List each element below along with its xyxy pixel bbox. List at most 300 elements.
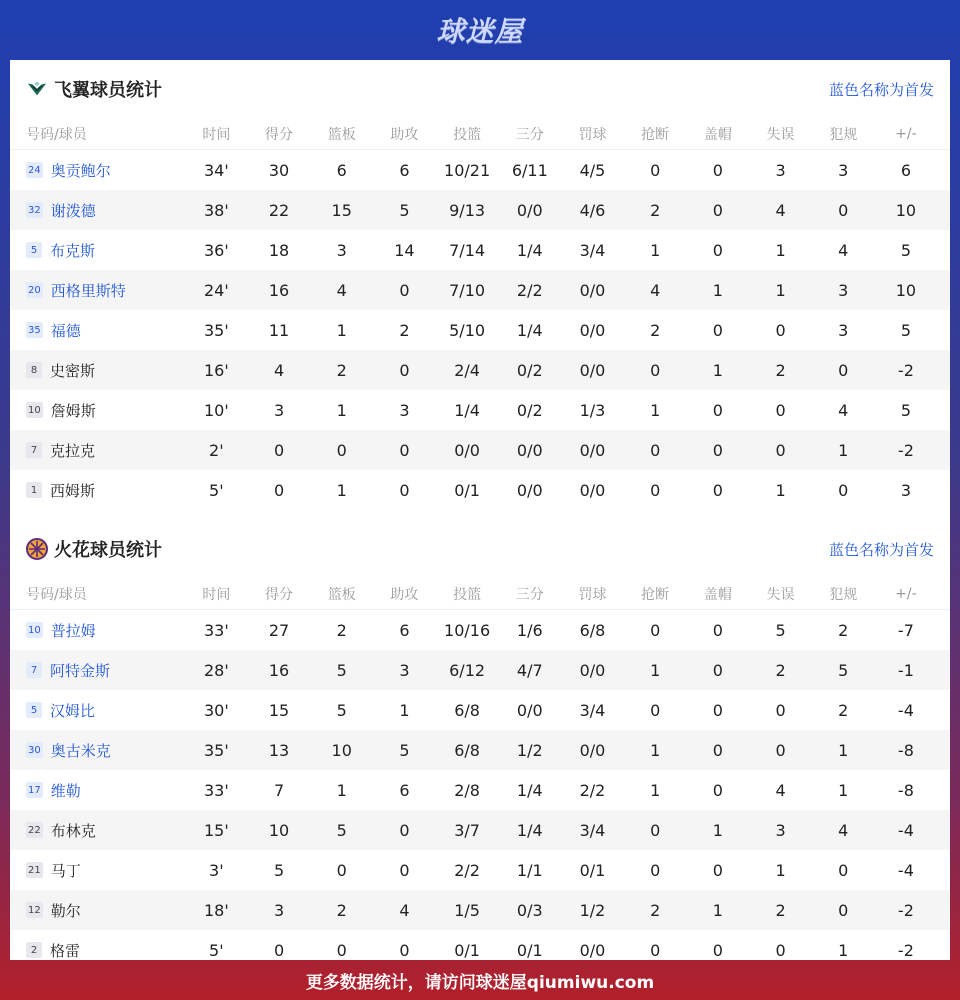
table-row[interactable] [10,610,950,650]
stat-cell: 1/4 [516,320,543,340]
footer-banner[interactable]: 更多数据统计，请访问球迷屋qiumiwu.com [305,972,655,993]
jersey-number-badge: 21 [26,862,43,878]
player-cell [10,280,185,301]
player-cell [10,360,185,381]
stat-cell: 35' [203,740,229,760]
stat-cell: 1 [838,940,849,960]
stat-cell: 33' [203,620,229,640]
section-title [26,76,162,102]
stat-cell: 6/8 [454,740,480,760]
jersey-number-badge: 17 [26,782,43,798]
jersey-number-badge: 5 [26,242,42,258]
stat-cell: 0 [399,820,410,840]
section-header [10,520,950,578]
player-cell [10,660,185,681]
stat-cell: 4 [775,780,786,800]
stat-cell: 0 [650,860,661,880]
stat-cell: 0/0 [579,280,606,300]
player-name-link[interactable]: 福德 [50,321,81,340]
stat-cell: 0 [775,700,786,720]
stat-cell: -2 [897,940,914,960]
stat-cell: 0 [712,400,723,420]
stat-cell: 3/4 [579,240,606,260]
stat-cell: 4 [336,280,347,300]
team-section [10,520,950,970]
table-row[interactable] [10,650,950,690]
column-header[interactable]: 三分 [515,126,544,143]
column-header[interactable]: 三分 [515,586,544,603]
jersey-number-badge: 8 [26,362,42,378]
stat-cell: 0 [273,440,285,460]
stat-cell: 1 [336,780,347,800]
stat-cell: 3 [838,160,849,180]
stat-cell: 0/1 [454,480,480,500]
table-row[interactable] [10,850,950,890]
stat-cell: 5' [209,480,224,500]
stat-cell: 15 [268,700,290,720]
stat-cell: 3 [399,400,410,420]
stat-cell: 2 [650,320,661,340]
player-name-link[interactable]: 维勒 [50,781,81,800]
stat-cell: 1 [712,900,723,920]
column-header[interactable]: 罚球 [578,586,607,603]
table-row[interactable] [10,150,950,190]
stats-panel [10,60,950,960]
stat-cell: 3 [399,660,410,680]
player-cell [10,240,185,261]
player-cell [10,740,185,761]
stat-cell: 3 [775,820,786,840]
stat-cell: 3' [209,860,224,880]
table-row[interactable] [10,270,950,310]
column-header[interactable]: 失误 [766,126,795,143]
stat-cell: 0 [712,440,723,460]
stat-cell: 0 [712,860,723,880]
stat-cell: 3 [273,400,285,420]
jersey-number-badge: 5 [26,702,42,718]
stat-cell: 4/5 [579,160,606,180]
stat-cell: 6/8 [454,700,480,720]
player-cell [10,620,185,641]
column-header[interactable]: 得分 [265,126,294,143]
stat-cell: 2' [209,440,224,460]
stat-cell: 1 [650,400,661,420]
player-cell [10,900,185,921]
player-name-link[interactable]: 谢泼德 [50,201,96,220]
stat-cell: 3 [900,480,911,500]
team-stats-title: 飞翼球员统计 [54,80,162,101]
stat-cell: 1 [650,660,661,680]
stat-cell: 34' [203,160,229,180]
stat-cell: 1/2 [516,740,543,760]
wings-logo-icon [26,78,48,100]
stat-cell: 2 [650,900,661,920]
stat-cell: 6 [336,160,347,180]
stat-cell: 2/8 [454,780,480,800]
player-name-link[interactable]: 马丁 [50,861,81,880]
stat-cell: 4 [399,900,410,920]
stat-cell: 1/3 [579,400,606,420]
stat-cell: 5 [399,200,410,220]
stat-cell: 33' [203,780,229,800]
stat-cell: 9/13 [449,200,486,220]
starter-note: 蓝色名称为首发 [828,80,934,99]
stat-cell: 18' [203,900,229,920]
stat-cell: 1/4 [516,820,543,840]
player-name-link[interactable]: 勒尔 [50,901,81,920]
column-header[interactable]: 得分 [265,586,294,603]
stat-cell: 1 [399,700,410,720]
stat-cell: 0/0 [579,320,606,340]
table-row[interactable] [10,390,950,430]
stat-cell: 0 [336,440,347,460]
stat-cell: -8 [897,740,914,760]
table-row[interactable] [10,810,950,850]
player-name-link[interactable]: 奥贡鲍尔 [50,161,111,180]
stat-cell: 2 [336,620,347,640]
jersey-number-badge: 10 [26,402,43,418]
stat-cell: 3 [273,900,285,920]
jersey-number-badge: 30 [26,742,43,758]
stat-cell: 2/2 [454,860,480,880]
stat-cell: 3/7 [454,820,480,840]
stat-cell: 1 [775,280,786,300]
stat-cell: 1 [712,360,723,380]
stat-cell: 0 [399,480,410,500]
stat-cell: 1 [712,280,723,300]
stat-cell: 16 [268,280,290,300]
stat-cell: 1 [838,740,849,760]
player-name-link[interactable]: 汉姆比 [50,701,96,720]
stat-cell: -2 [897,360,914,380]
column-header[interactable]: 投篮 [453,586,482,603]
stat-cell: 0 [650,480,661,500]
player-name-link[interactable]: 格雷 [50,941,81,960]
table-row[interactable] [10,730,950,770]
jersey-number-badge: 1 [26,482,42,498]
stat-cell: 0 [775,940,786,960]
stat-cell: 0 [775,740,786,760]
stat-cell: 3 [838,320,849,340]
stat-cell: 7 [273,780,285,800]
stat-cell: -8 [897,780,914,800]
stat-cell: 0 [712,740,723,760]
column-header[interactable]: 盖帽 [703,586,732,603]
stat-cell: 0 [650,940,661,960]
stat-cell: 0 [775,400,786,420]
player-cell [10,700,185,721]
column-header[interactable]: 投篮 [453,126,482,143]
stat-cell: 2 [775,360,786,380]
stat-cell: 1 [650,740,661,760]
stat-cell: -1 [897,660,914,680]
stat-cell: 0 [712,200,723,220]
stat-cell: 0 [336,940,347,960]
stat-cell: 5 [838,660,849,680]
column-header[interactable]: 犯规 [829,586,858,603]
stat-cell: 0 [712,780,723,800]
stat-cell: 1/1 [516,860,543,880]
stat-cell: 0 [399,940,410,960]
stat-cell: 1 [336,320,347,340]
stat-cell: 1/6 [516,620,543,640]
stat-cell: 0 [775,320,786,340]
stat-cell: 0/1 [516,940,543,960]
jersey-number-badge: 20 [26,282,43,298]
column-header[interactable]: 时间 [202,126,231,143]
player-cell [10,440,185,461]
column-header[interactable]: 助攻 [390,126,419,143]
stat-cell: 16' [203,360,229,380]
stat-cell: 1/4 [516,780,543,800]
stat-cell: 2/2 [579,780,606,800]
stat-cell: 0 [650,700,661,720]
stat-cell: 5 [775,620,786,640]
player-cell [10,780,185,801]
stat-cell: 5 [900,400,911,420]
player-cell [10,400,185,421]
stat-cell: 6 [399,780,410,800]
stat-cell: 0/0 [516,200,543,220]
jersey-number-badge: 2 [26,942,42,958]
jersey-number-badge: 24 [26,162,43,178]
column-header[interactable]: +/- [895,125,917,142]
stat-cell: 0 [838,480,849,500]
player-cell [10,820,185,841]
section-header [10,60,950,118]
table-row[interactable] [10,890,950,930]
stat-cell: 2 [775,660,786,680]
stat-cell: 7/10 [449,280,486,300]
column-header[interactable]: 篮板 [327,126,356,143]
stat-cell: 24' [203,280,229,300]
jersey-number-badge: 7 [26,442,42,458]
jersey-number-badge: 32 [26,202,43,218]
stat-cell: 0 [712,480,723,500]
stat-cell: 10/21 [444,160,491,180]
section-divider [10,510,950,520]
stat-cell: -4 [897,860,914,880]
stat-cell: 14 [394,240,415,260]
stat-cell: 38' [203,200,229,220]
player-cell [10,160,185,181]
stat-cell: 10 [331,740,352,760]
stat-cell: 2 [650,200,661,220]
stat-cell: 4 [838,820,849,840]
column-header[interactable]: 号码/球员 [26,126,87,143]
section-title [26,536,162,562]
jersey-number-badge: 22 [26,822,43,838]
stat-cell: 4 [273,360,285,380]
stat-cell: 0/0 [579,480,606,500]
stat-cell: 6 [900,160,911,180]
stat-cell: 0 [650,820,661,840]
stat-cell: 30 [268,160,290,180]
stat-cell: 6/12 [449,660,486,680]
player-name-link[interactable]: 詹姆斯 [50,401,96,420]
stat-cell: 11 [268,320,290,340]
stat-cell: 0 [399,280,410,300]
table-row[interactable] [10,350,950,390]
stat-cell: 36' [203,240,229,260]
table-row[interactable] [10,190,950,230]
table-row[interactable] [10,230,950,270]
stat-cell: 1 [650,780,661,800]
stat-cell: 1 [775,860,786,880]
jersey-number-badge: 10 [26,622,43,638]
stat-cell: 0/0 [579,740,606,760]
player-name-link[interactable]: 奥古米克 [50,741,111,760]
stat-cell: 0 [650,160,661,180]
stat-cell: 0 [712,620,723,640]
column-header[interactable]: 助攻 [390,586,419,603]
stat-cell: 2 [838,620,849,640]
stat-cell: -2 [897,900,914,920]
column-header[interactable]: 罚球 [578,126,607,143]
stat-cell: 27 [268,620,290,640]
stat-cell: 3 [336,240,347,260]
stat-cell: 0/1 [579,860,606,880]
table-row[interactable] [10,310,950,350]
stat-cell: 0/2 [516,360,543,380]
stat-cell: 0/0 [579,440,606,460]
stat-cell: 1 [838,780,849,800]
stat-cell: 2/4 [454,360,480,380]
table-row[interactable] [10,770,950,810]
player-cell [10,320,185,341]
column-header[interactable]: 盖帽 [703,126,732,143]
stat-cell: 15 [331,200,352,220]
player-cell [10,200,185,221]
stat-cell: 0/1 [454,940,480,960]
player-name-link[interactable]: 布林克 [50,821,96,840]
stat-cell: 0 [399,360,410,380]
table-row[interactable] [10,470,950,510]
stat-cell: 5 [900,240,911,260]
stat-cell: 5 [900,320,911,340]
stat-cell: 5 [336,700,347,720]
player-cell [10,940,185,961]
stat-cell: 16 [268,660,290,680]
column-header[interactable]: 号码/球员 [26,586,87,603]
stat-cell: 0/0 [516,700,543,720]
stat-cell: 0 [399,860,410,880]
stat-cell: 0 [273,480,285,500]
stat-cell: -4 [897,700,914,720]
stat-cell: 10 [895,280,917,300]
team-section [10,60,950,510]
stat-cell: 6/8 [579,620,606,640]
stat-cell: 4 [775,200,786,220]
stat-cell: 30' [203,700,229,720]
stat-cell: 3/4 [579,820,606,840]
player-name-link[interactable]: 史密斯 [50,361,96,380]
stat-cell: 4/6 [579,200,606,220]
stat-cell: 5 [399,740,410,760]
stat-cell: 35' [203,320,229,340]
stat-cell: 28' [203,660,229,680]
stat-cell: 0 [336,860,347,880]
stat-cell: 0/0 [516,440,543,460]
stat-cell: 2 [838,700,849,720]
stat-cell: 1 [336,400,347,420]
stat-cell: 7/14 [449,240,486,260]
player-name-link[interactable]: 阿特金斯 [50,661,111,680]
column-header[interactable]: 抢断 [641,126,670,143]
table-row[interactable] [10,690,950,730]
stat-cell: -2 [897,440,914,460]
stat-cell: 1 [775,240,786,260]
stat-cell: 4 [650,280,661,300]
player-name-link[interactable]: 西姆斯 [50,481,96,500]
stat-cell: 0 [712,700,723,720]
stat-cell: 0/0 [579,360,606,380]
stat-cell: 4 [838,240,849,260]
player-name-link[interactable]: 克拉克 [50,441,96,460]
stat-cell: -7 [897,620,914,640]
stat-cell: 5 [336,820,347,840]
stat-cell: 3/4 [579,700,606,720]
stat-cell: 6 [399,620,410,640]
column-header[interactable]: 篮板 [327,586,356,603]
stat-cell: 22 [268,200,290,220]
stat-cell: 0 [712,320,723,340]
stat-cell: 0 [712,940,723,960]
stat-cell: 0 [399,440,410,460]
player-cell [10,860,185,881]
stat-cell: 0 [712,240,723,260]
column-header[interactable]: 犯规 [829,126,858,143]
top-bar [0,0,960,60]
stat-cell: 0/0 [516,480,543,500]
stat-cell: 0/0 [454,440,480,460]
column-header[interactable]: 时间 [202,586,231,603]
player-name-link[interactable]: 西格里斯特 [50,281,126,300]
stat-cell: 1 [712,820,723,840]
jersey-number-badge: 7 [26,662,42,678]
stat-cell: 13 [268,740,290,760]
stat-cell: 6 [399,160,410,180]
player-name-link[interactable]: 布克斯 [50,241,96,260]
stat-cell: 5 [273,860,285,880]
stat-cell: 2/2 [516,280,543,300]
brand-logo[interactable]: 球迷屋 [436,15,524,48]
stat-cell: 2 [775,900,786,920]
stat-cell: 1 [336,480,347,500]
jersey-number-badge: 35 [26,322,43,338]
stat-cell: 0 [712,160,723,180]
column-header[interactable]: +/- [895,585,917,602]
team-stats-title: 火花球员统计 [54,540,162,561]
stat-cell: 0 [838,900,849,920]
column-header[interactable]: 抢断 [641,586,670,603]
jersey-number-badge: 12 [26,902,43,918]
stat-cell: 0 [712,660,723,680]
stat-cell: 5 [336,660,347,680]
stat-cell: 0/0 [579,660,606,680]
stat-cell: 0 [838,860,849,880]
column-header[interactable]: 失误 [766,586,795,603]
stat-cell: 0 [650,620,661,640]
player-name-link[interactable]: 普拉姆 [50,621,96,640]
stat-cell: 10/16 [444,620,491,640]
stat-cell: 0 [650,440,661,460]
stat-cell: 1 [650,240,661,260]
stat-cell: 0 [650,360,661,380]
stat-cell: 0 [838,200,849,220]
stat-cell: 1/2 [579,900,606,920]
table-row[interactable] [10,430,950,470]
